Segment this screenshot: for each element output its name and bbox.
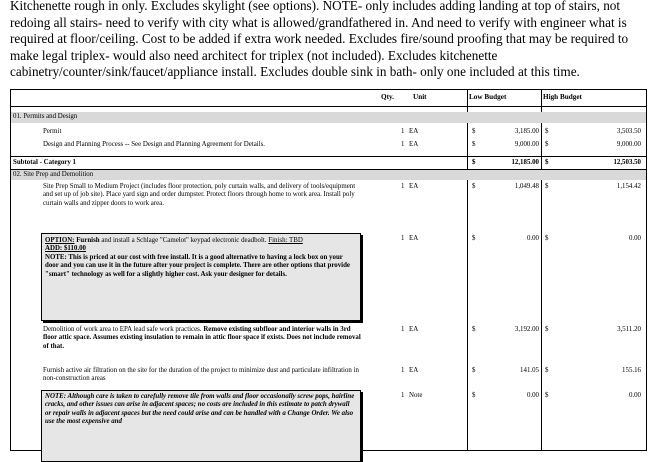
row-high-budget: 3,503.50: [616, 128, 641, 135]
option-finish: Finish: TBD: [268, 237, 303, 244]
category-title: 01. Permits and Design: [13, 113, 78, 120]
currency-symbol: $: [472, 392, 476, 399]
subtotal-label: Subtotal - Category 1: [13, 159, 76, 166]
row-low-budget: 3,192.00: [514, 326, 539, 333]
currency-symbol: $: [545, 128, 549, 135]
row-description: Site Prep Small to Medium Project (includes floor protection, poly curtain walls, and delivery of tools/equipment and set up of job site). Place yard sign and order dumpster. Protect floors through home to work area. Install poly curtain walls and zipper doors to work area.: [43, 183, 356, 207]
row-qty: 1: [401, 128, 405, 135]
row-description: Furnish active air filtration on the site for the duration of the project to minimize dust and particulate infiltration in non-construction areas: [43, 367, 359, 383]
note-box: [41, 390, 361, 462]
header-unit: Unit: [413, 93, 427, 101]
row-qty: 1: [401, 392, 405, 399]
row-high-budget: 155.16: [622, 367, 641, 374]
header-divider: [11, 106, 646, 107]
currency-symbol: $: [472, 235, 476, 242]
row-qty: 1: [401, 326, 405, 333]
row-low-budget: 3,185.00: [514, 128, 539, 135]
currency-symbol: $: [545, 392, 549, 399]
note-text: NOTE: Although care is taken to carefully remove tile from walls and floor occasionally screw pops, hairline cracks, and other issues can arise in adjacent spaces; no costs are included in this estimate to patch drywall or repair walls in adjacent spaces but the need could arise and can be handled with a Change Order. We also use the most expensive and: [45, 393, 355, 426]
intro-line: make legal triplex- would also need architect for triplex (not included). Excludes kitchenette: [10, 47, 498, 63]
row-description: [43, 326, 361, 351]
currency-symbol: $: [472, 367, 476, 374]
row-unit: EA: [409, 326, 419, 333]
row-high-budget: 1,154.42: [616, 183, 641, 190]
option-furnish: Furnish: [76, 237, 100, 244]
intro-line: required at floor/ceiling. Cost to be added if extra work needed. Excludes fire/sound proofing that may be required to: [10, 31, 629, 47]
row-description: Design and Planning Process -- See Design and Planning Agreement for Details.: [43, 141, 265, 148]
row-low-budget: 0.00: [526, 392, 539, 399]
currency-symbol: $: [472, 128, 476, 135]
row-high-budget: 0.00: [628, 235, 641, 242]
row-unit: Note: [409, 392, 423, 399]
row-low-budget: 9,000.00: [514, 141, 539, 148]
currency-symbol: $: [545, 367, 549, 374]
currency-symbol: $: [545, 141, 549, 148]
subtotal-rule: [11, 156, 646, 157]
row-high-budget: 0.00: [628, 392, 641, 399]
option-box: [41, 233, 361, 321]
header-qty: Qty.: [381, 93, 394, 101]
row-low-budget: 141.05: [520, 367, 539, 374]
row-unit: EA: [409, 367, 419, 374]
row-unit: EA: [409, 128, 419, 135]
demolition-scope: Remove existing subfloor and interior walls in 3rd floor attic space. Assumes existing insulation to remain in attic floor space if exists. Does not include removal of that.: [43, 326, 361, 350]
row-unit: EA: [409, 141, 419, 148]
column-divider: [467, 90, 468, 450]
category-header: [11, 112, 646, 123]
currency-symbol: $: [472, 183, 476, 190]
row-qty: 1: [401, 183, 405, 190]
subtotal-low: 12,185.00: [511, 159, 539, 166]
intro-line: redoing all stairs- need to verify with city what is allowed/grandfathered in. And need to verify with engineer what is: [10, 14, 627, 30]
category-title: 02. Site Prep and Demolition: [13, 171, 94, 178]
intro-paragraph: [10, 0, 645, 81]
category-header: [11, 170, 646, 180]
currency-symbol: $: [472, 159, 476, 166]
row-low-budget: 1,049.48: [514, 183, 539, 190]
demolition-lead: Demolition of work area to EPA lead safe work practices.: [43, 326, 202, 333]
header-high-budget: High Budget: [543, 93, 582, 101]
row-qty: 1: [401, 235, 405, 242]
row-description: Permit: [43, 128, 62, 135]
row-low-budget: 0.00: [526, 235, 539, 242]
currency-symbol: $: [545, 159, 549, 166]
column-divider: [541, 90, 542, 450]
intro-line: Kitchenette rough in only. Excludes skylight (see options). NOTE- only includes adding landing at top of stairs, not: [10, 0, 621, 13]
currency-symbol: $: [545, 235, 549, 242]
subtotal-high: 12,503.50: [613, 159, 641, 166]
option-note: NOTE: This is priced at our cost with free install. It is a good alternative to having a lock box on your door and you can use it in the future after your project is complete. There are other options that provide "smart" technology as well for a slightly higher cost. Ask your designer for details.: [45, 253, 350, 278]
option-add: ADD: $110.00: [45, 245, 86, 253]
row-qty: 1: [401, 367, 405, 374]
intro-line: cabinetry/counter/sink/faucet/appliance install. Excludes double sink in bath- only one included at this time.: [10, 64, 580, 80]
currency-symbol: $: [472, 326, 476, 333]
row-high-budget: 9,000.00: [616, 141, 641, 148]
header-low-budget: Low Budget: [469, 93, 507, 101]
row-qty: 1: [401, 141, 405, 148]
row-high-budget: 3,511.20: [617, 326, 641, 333]
currency-symbol: $: [545, 183, 549, 190]
currency-symbol: $: [472, 141, 476, 148]
option-text: and install a Schlage "Camelot" keypad electronic deadbolt.: [101, 237, 267, 244]
estimate-table: [10, 89, 647, 451]
currency-symbol: $: [545, 326, 549, 333]
option-label: OPTION:: [45, 237, 75, 244]
row-unit: EA: [409, 183, 419, 190]
row-unit: EA: [409, 235, 419, 242]
